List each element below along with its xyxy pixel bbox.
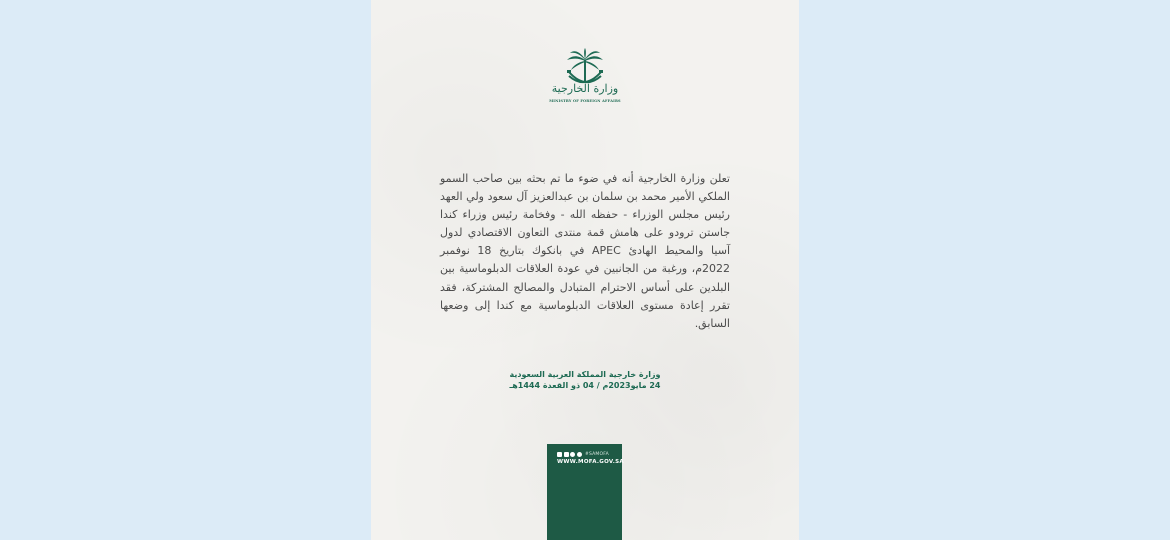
social-handle[interactable]: #SAMOFA (585, 452, 609, 457)
ministry-name-arabic: وزارة الخارجية (551, 82, 619, 95)
twitter-icon[interactable] (577, 452, 582, 457)
facebook-icon[interactable] (564, 452, 569, 457)
statement-text: تعلن وزارة الخارجية أنه في ضوء ما تم بحثه بين صاحب السمو الملكي الأمير محمد بن سلمان بن عبدالعزيز آل سعود ولي العهد رئيس مجلس الوزراء - حفظه الله - وفخامة رئيس وزراء كندا جاستن ترودو على هامش قمة منتدى التعاون الاقتصادي لدول آسيا والمحيط الهادئ APEC في بانكوك بتاريخ 18 نوفمبر 2022م، ورغبة من الجانبين في عودة العلاقات الدبلوماسية بين البلدين على أساس الاحترام المتبادل والمصالح المشتركة، فقد تقرر إعادة مستوى العلاقات الدبلوماسية مع كندا إلى وضعها السابق. (440, 172, 731, 330)
social-icons-row (557, 452, 609, 457)
ministry-name-english: MINISTRY OF FOREIGN AFFAIRS (549, 99, 621, 103)
instagram-icon[interactable] (570, 452, 575, 457)
statement-page (371, 0, 799, 540)
signature-issuer: وزارة خارجية المملكة العربية السعودية (509, 370, 661, 379)
saudi-emblem-icon (555, 46, 615, 106)
signature-date: 24 مايو2023م / 04 ذو القعدة 1444هـ (509, 381, 661, 390)
youtube-icon[interactable] (557, 452, 562, 457)
social-footer-card (547, 444, 622, 540)
website-link[interactable]: WWW.MOFA.GOV.SA (557, 459, 624, 465)
